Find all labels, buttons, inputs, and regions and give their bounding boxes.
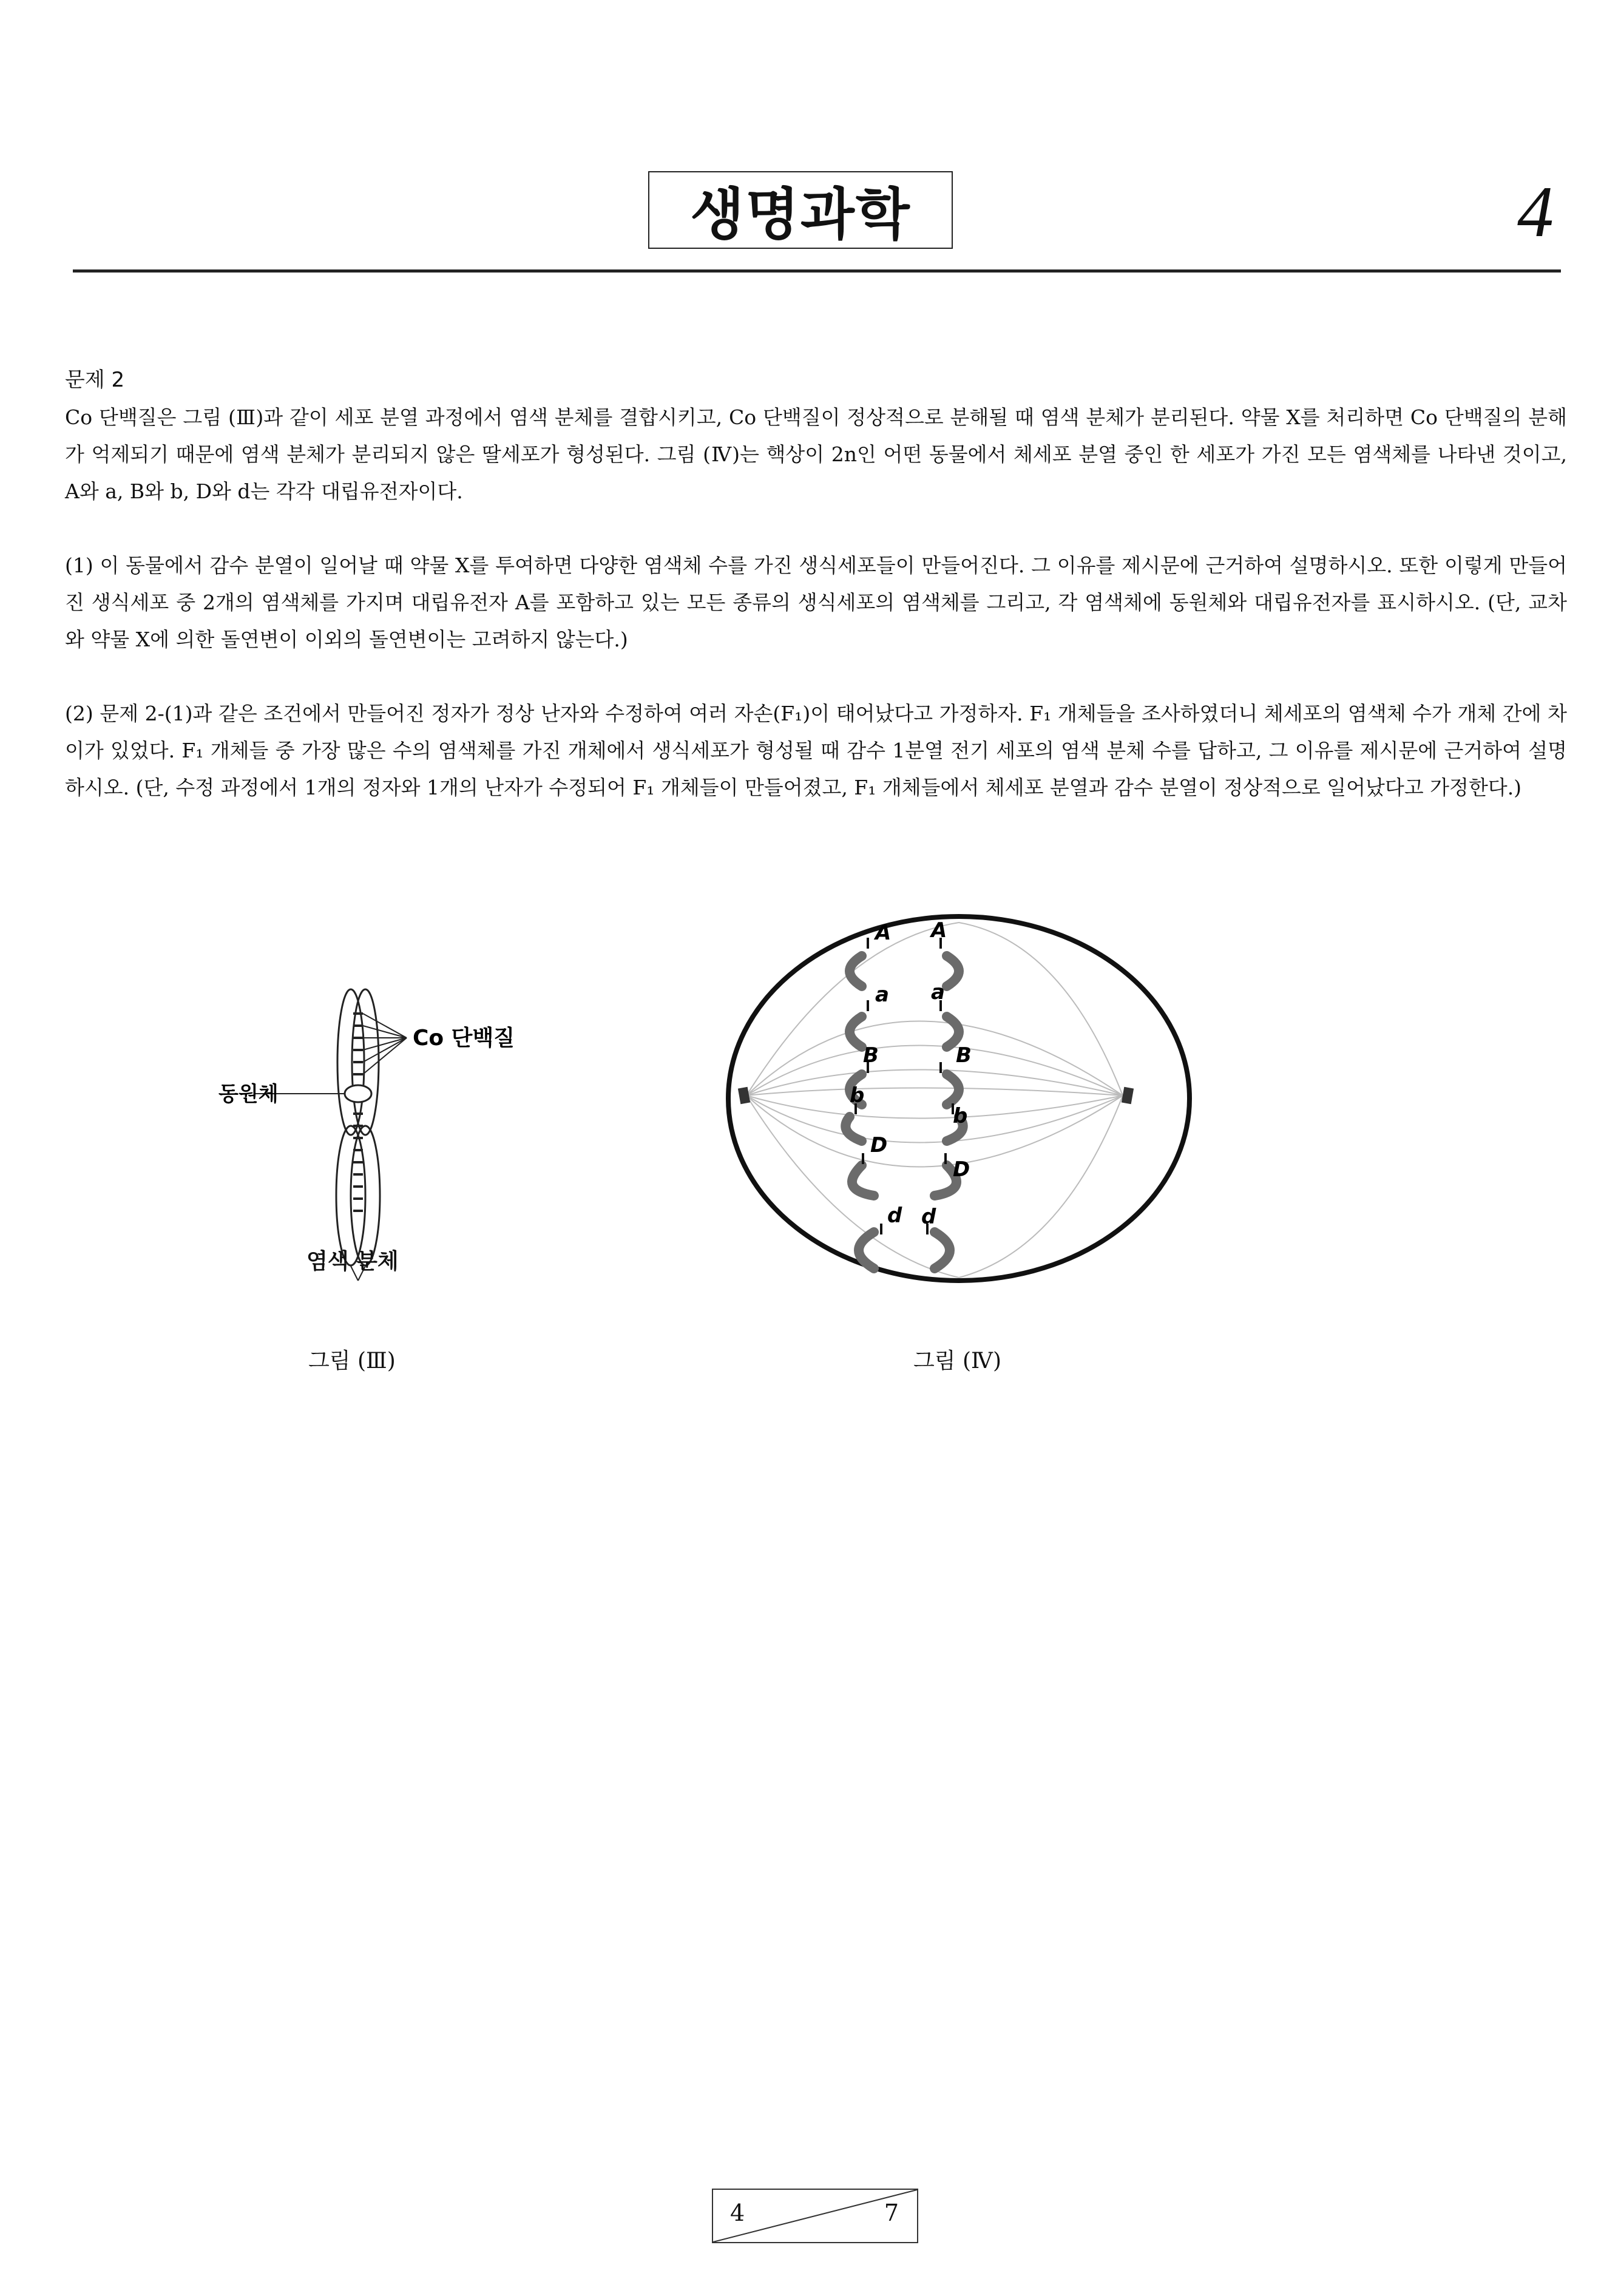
label-chromatid: 염색 분체 [306, 1249, 399, 1274]
allele-left-a: a [875, 983, 889, 1007]
allele-left-A: A [875, 921, 892, 945]
allele-left-B: B [863, 1043, 879, 1068]
problem-intro: Co 단백질은 그림 (Ⅲ)과 같이 세포 분열 과정에서 염색 분체를 결합시키고, Co 단백질이 정상적으로 분해될 때 염색 분체가 분리된다. 약물 X를 처리하면 Co 단백질의 분해가 억제되기 때문에 염색 분체가 분리되지 않은 딸세포가 형성된다. 그림 (Ⅳ)는 핵상이 2n인 어떤 동물에서 체세포 분열 중인 한 세포가 가진 모든 염색체를 나타낸 것이고, A와 a, B와 b, D와 d는 각각 대립유전자이다. [65, 405, 1567, 503]
subject-title-box [648, 171, 953, 249]
page-indicator [712, 2189, 918, 2243]
caption-figure-4: 그림 (Ⅳ) [913, 1349, 1002, 1373]
problem-label: 문제 2 [65, 368, 125, 392]
question-1: (1) 이 동물에서 감수 분열이 일어날 때 약물 X를 투여하면 다양한 염색체 수를 가진 생식세포들이 만들어진다. 그 이유를 제시문에 근거하여 설명하시오. 또한 이렇게 만들어진 생식세포 중 2개의 염색체를 가지며 대립유전자 A를 포함하고 있는 모든 종류의 생식세포의 염색체를 그리고, 각 염색체에 동원체와 대립유전자를 표시하시오. (단, 교차와 약물 X에 의한 돌연변이 이외의 돌연변이는 고려하지 않는다.) [65, 554, 1567, 651]
allele-left-b: b [850, 1083, 865, 1108]
figure-3-chromosome-diagram [218, 977, 570, 1293]
allele-right-b: b [953, 1104, 968, 1128]
total-pages: 7 [884, 2199, 899, 2226]
label-centromere: 동원체 [218, 1082, 279, 1106]
page-number: 4 [1517, 171, 1554, 252]
allele-right-B: B [956, 1043, 972, 1068]
allele-right-a: a [931, 980, 945, 1004]
allele-right-D: D [953, 1157, 970, 1182]
current-page: 4 [730, 2199, 745, 2226]
caption-figure-3: 그림 (Ⅲ) [308, 1349, 396, 1373]
allele-left-d: d [887, 1204, 902, 1228]
allele-right-d: d [921, 1205, 936, 1229]
label-cohesin: Co 단백질 [413, 1026, 515, 1051]
header-divider [73, 269, 1561, 273]
figure-4-cell-diagram [722, 910, 1602, 1335]
subject-title: 생명과학 [690, 182, 911, 247]
allele-left-D: D [870, 1133, 888, 1157]
problem-content [65, 362, 1567, 806]
question-2: (2) 문제 2-(1)과 같은 조건에서 만들어진 정자가 정상 난자와 수정하여 여러 자손(F₁)이 태어났다고 가정하자. F₁ 개체들을 조사하였더니 체세포의 염색체 수가 개체 간에 차이가 있었다. F₁ 개체들 중 가장 많은 수의 염색체를 가진 개체에서 생식세포가 형성될 때 감수 1분열 전기 세포의 염색 분체 수를 답하고, 그 이유를 제시문에 근거하여 설명하시오. (단, 수정 과정에서 1개의 정자와 1개의 난자가 수정되어 F₁ 개체들이 만들어졌고, F₁ 개체들에서 체세포 분열과 감수 분열이 정상적으로 일어났다고 가정한다.) [65, 702, 1567, 799]
allele-right-A: A [931, 918, 947, 943]
